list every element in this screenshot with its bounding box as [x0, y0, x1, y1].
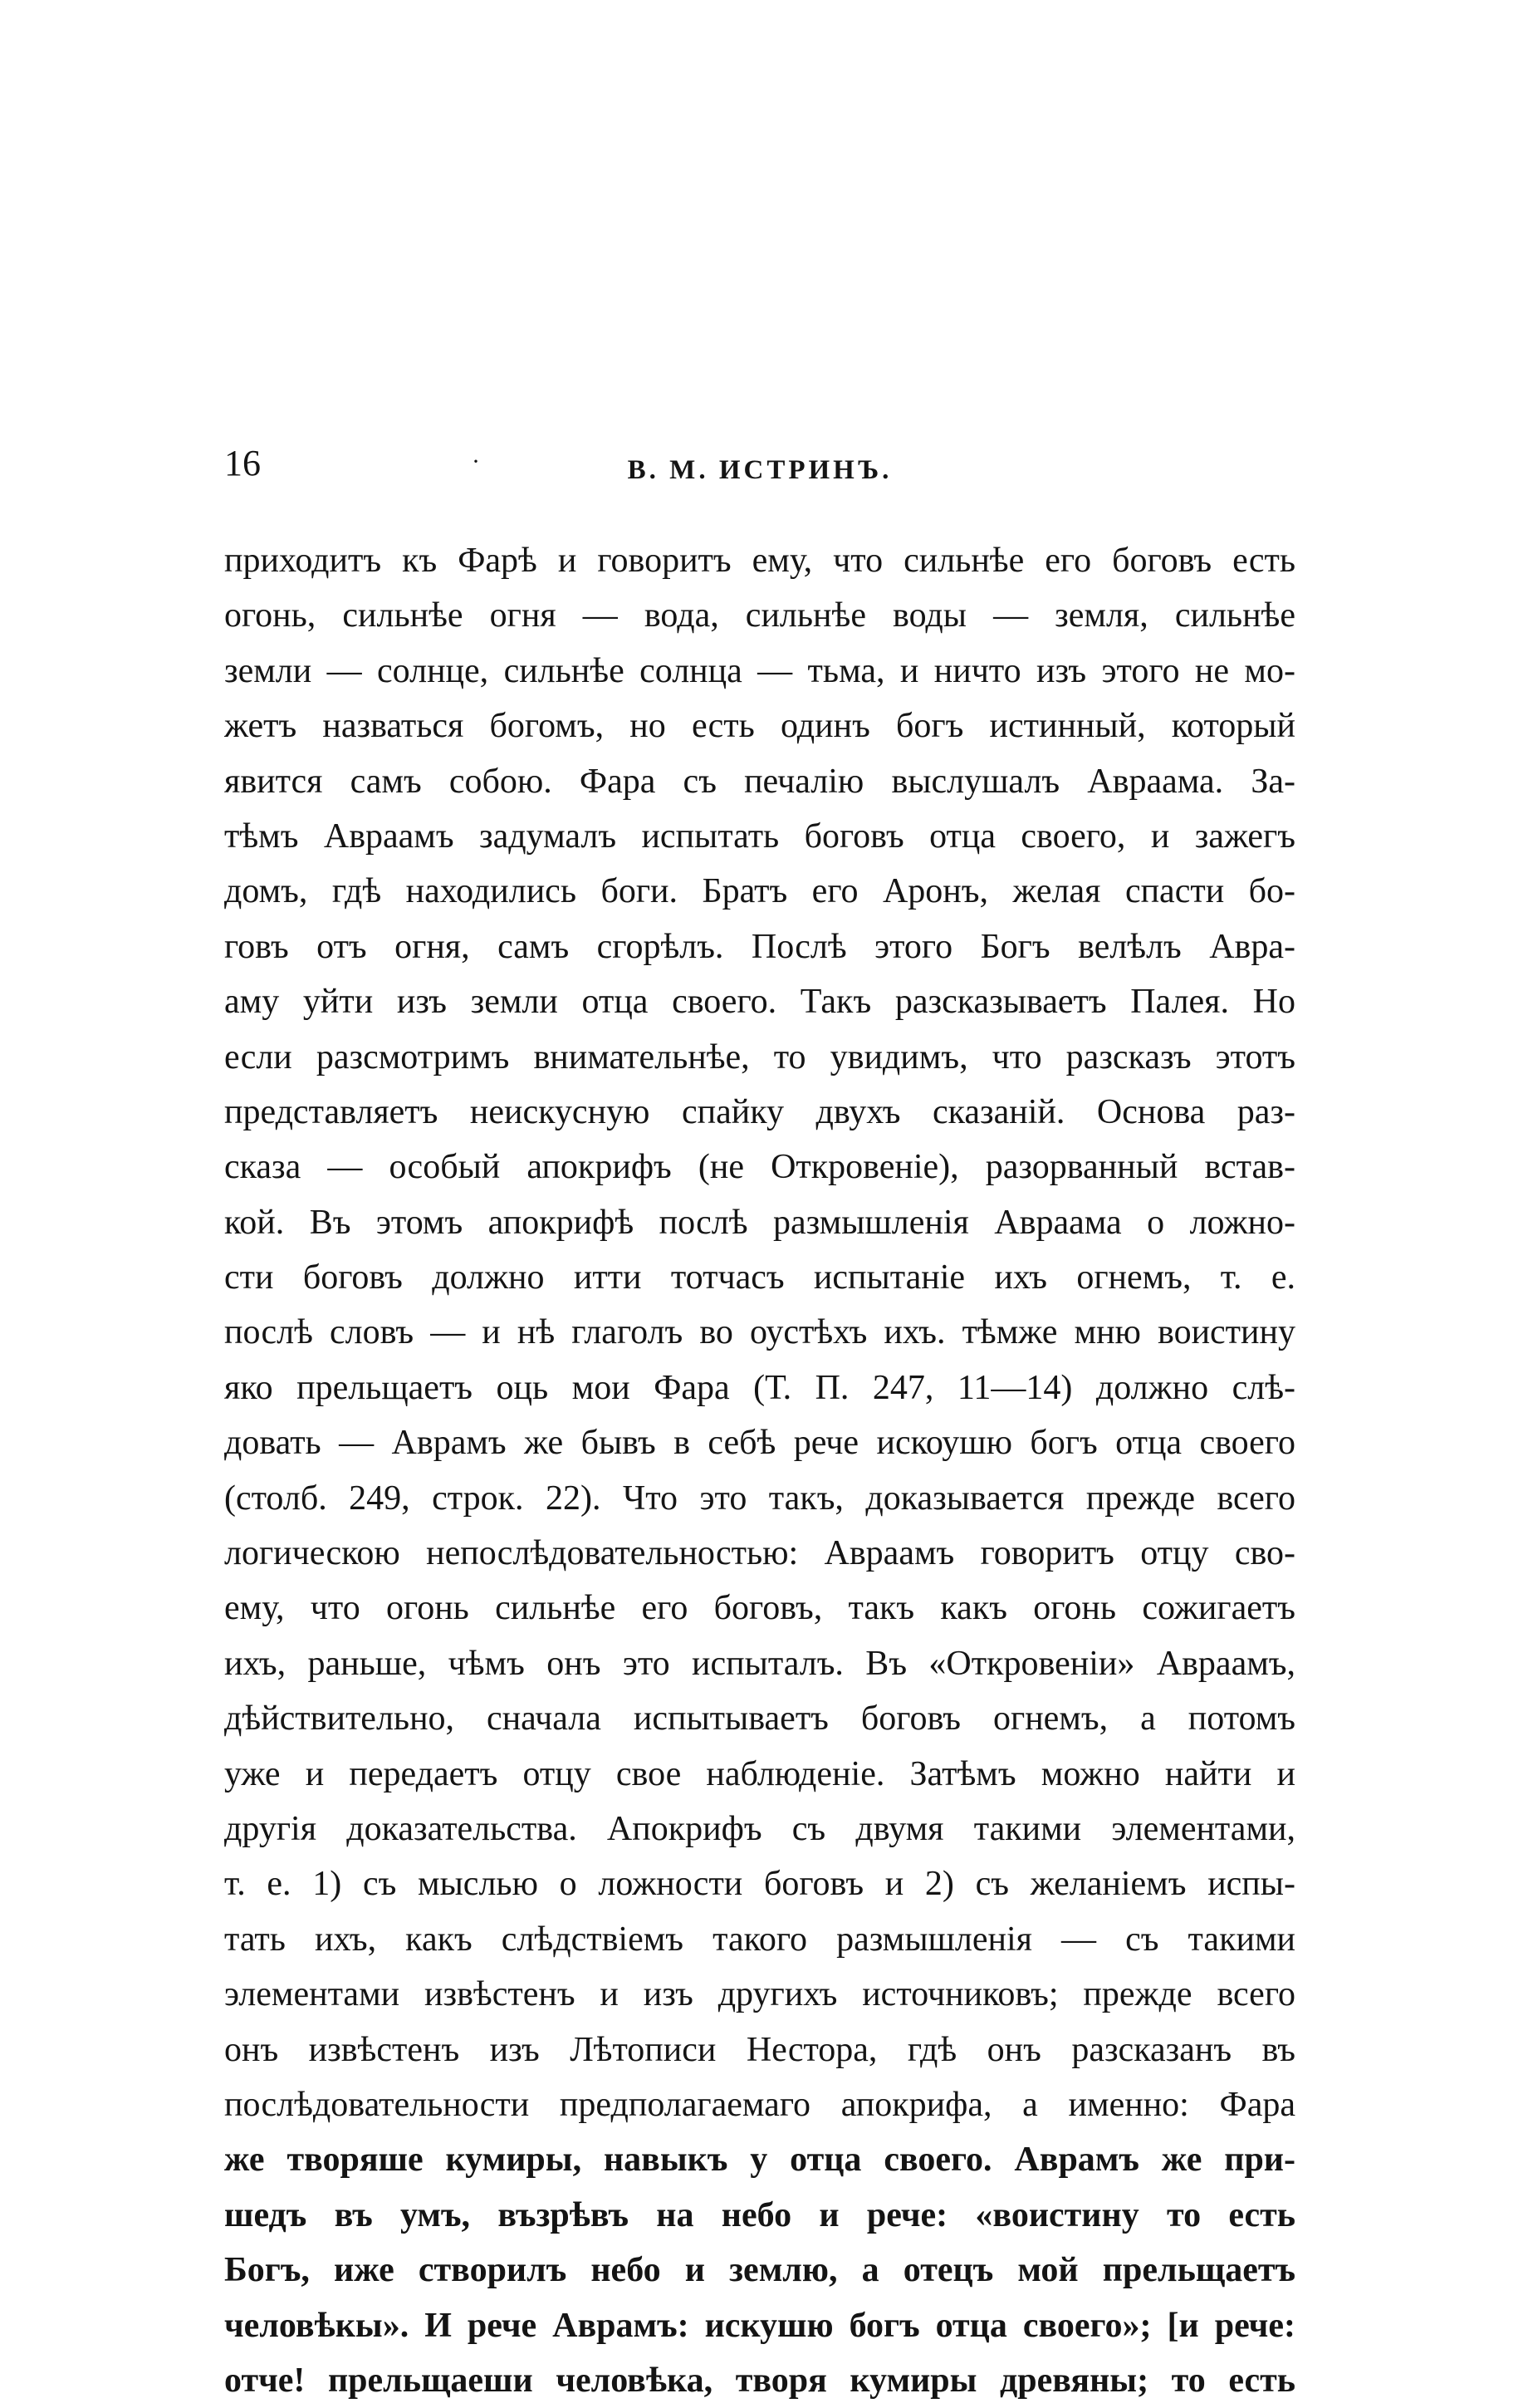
text-line: говъ отъ огня, самъ сгорѣлъ. Послѣ этого Богъ велѣлъ Авра- [224, 927, 1295, 966]
running-title: В. М. ИСТРИНЪ. [627, 455, 893, 485]
text-line: элементами извѣстенъ и изъ другихъ источниковъ; прежде всего [224, 1975, 1295, 2014]
text-line: кой. Въ этомъ апокрифѣ послѣ размышленія Авраама о ложно- [224, 1203, 1295, 1242]
text-line: аму уйти изъ земли отца своего. Такъ разсказываетъ Палея. Но [224, 983, 1295, 1022]
church-slavonic-quote-line: же творяше кумиры, навыкъ у отца своего. Аврамъ же при- [224, 2141, 1295, 2180]
text-line: сказа — особый апокрифъ (не Откровеніе), разорванный встав- [224, 1148, 1295, 1187]
text-line: представляетъ неискусную спайку двухъ сказаній. Основа раз- [224, 1092, 1295, 1131]
text-line: сти боговъ должно итти тотчасъ испытаніе ихъ огнемъ, т. е. [224, 1258, 1295, 1297]
church-slavonic-quote-line: послѣ словъ — и нѣ глаголъ во оустѣхъ ихъ. тѣмже мню воистину [224, 1313, 1295, 1352]
text-line: земли — солнце, сильнѣе солнца — тьма, и ничто изъ этого не мо- [224, 651, 1295, 690]
church-slavonic-quote-line: человѣкы». И рече Аврамъ: искушю богъ отца своего»; [и рече: [224, 2306, 1295, 2345]
text-line: т. е. 1) съ мыслью о ложности боговъ и 2) съ желаніемъ испы- [224, 1865, 1295, 1904]
text-line: другія доказательства. Апокрифъ съ двумя такими элементами, [224, 1809, 1295, 1848]
text-line: уже и передаетъ отцу свое наблюденіе. Затѣмъ можно найти и [224, 1754, 1295, 1793]
text-line: жетъ назваться богомъ, но есть одинъ богъ истинный, который [224, 707, 1295, 746]
church-slavonic-quote-line: довать — Аврамъ же бывъ в себѣ рече искоушю богъ отца своего [224, 1424, 1295, 1463]
text-line: онъ извѣстенъ изъ Лѣтописи Нестора, гдѣ онъ разсказанъ въ [224, 2030, 1295, 2069]
header-dot: · [472, 448, 480, 475]
church-slavonic-quote-line: отче! прельщаеши человѣка, творя кумиры древяны; то есть [224, 2361, 1295, 2400]
text-line: если разсмотримъ внимательнѣе, то увидимъ, что разсказъ этотъ [224, 1037, 1295, 1076]
body-text [224, 533, 1295, 2408]
text-line: (столб. 249, строк. 22). Что это такъ, доказывается прежде всего [224, 1479, 1295, 1518]
church-slavonic-quote-line: яко прельщаетъ оць мои Фара (Т. П. 247, 11—14) должно слѣ- [224, 1368, 1295, 1407]
text-line: послѣдовательности предполагаемаго апокрифа, а именно: Фара [224, 2085, 1295, 2124]
text-line: приходитъ къ Фарѣ и говоритъ ему, что сильнѣе его боговъ есть [224, 542, 1295, 580]
text-line: явится самъ собою. Фара съ печалію выслушалъ Авраама. За- [224, 762, 1295, 801]
church-slavonic-quote-line: Богъ, иже створилъ небо и землю, а отецъ мой прельщаетъ [224, 2251, 1295, 2290]
text-line: дѣйствительно, сначала испытываетъ боговъ огнемъ, а потомъ [224, 1699, 1295, 1739]
page-number: 16 [224, 443, 261, 483]
church-slavonic-quote-line: шедъ въ умъ, възрѣвъ на небо и рече: «воистину то есть [224, 2195, 1295, 2234]
text-line: тать ихъ, какъ слѣдствіемъ такого размышленія — съ такими [224, 1920, 1295, 1959]
text-line: тѣмъ Авраамъ задумалъ испытать боговъ отца своего, и зажегъ [224, 817, 1295, 856]
text-line: ему, что огонь сильнѣе его боговъ, такъ какъ огонь сожигаетъ [224, 1589, 1295, 1628]
text-line: логическою непослѣдовательностью: Авраамъ говоритъ отцу сво- [224, 1534, 1295, 1573]
text-line: домъ, гдѣ находились боги. Братъ его Аронъ, желая спасти бо- [224, 872, 1295, 911]
text-line: ихъ, раньше, чѣмъ онъ это испыталъ. Въ «Откровеніи» Авраамъ, [224, 1644, 1295, 1683]
text-line: огонь, сильнѣе огня — вода, сильнѣе воды — земля, сильнѣе [224, 596, 1295, 635]
running-head [224, 434, 1295, 492]
